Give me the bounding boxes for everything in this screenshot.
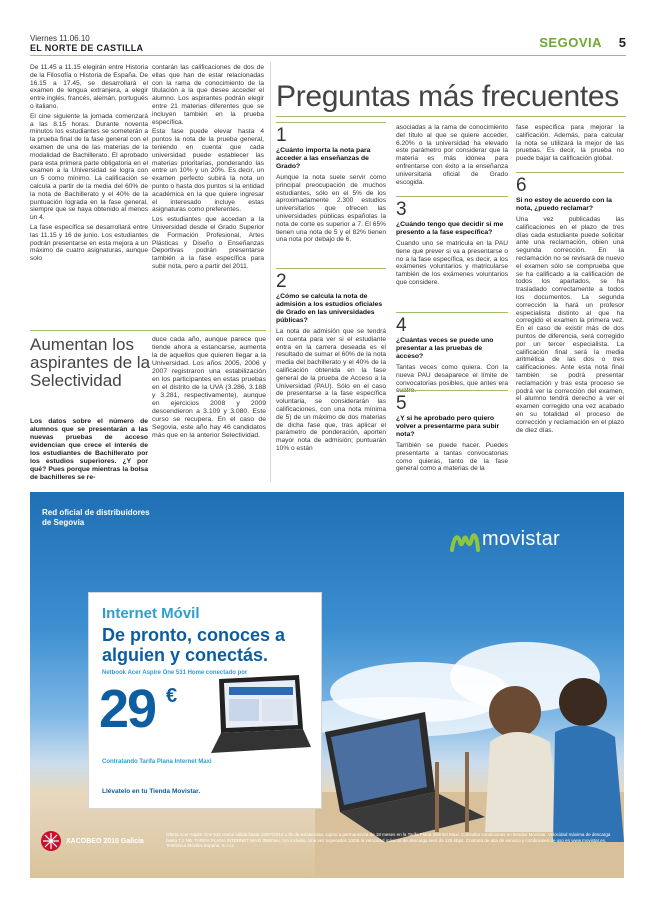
faq-question: Si no estoy de acuerdo con la nota, ¿puedo reclamar?: [516, 197, 612, 212]
faq-continuation: asociadas a la rama de conocimiento del título al que se quiere acceder, 6.20% o la universidad ha elevado este parámetro por considerar que la materia es más idónea para enfrentarse con éxito a la enseñanza universitaria oficial de Grado escogida.: [396, 124, 508, 186]
xacobeo-logo-icon: [40, 830, 62, 852]
movistar-logo-icon: [450, 530, 480, 552]
faq-rule: [396, 196, 508, 197]
offer-netbook: Netbook Acer Aspire One 531 Home conectado por: [102, 670, 248, 676]
issue-date: Viernes 11.06.10: [30, 34, 90, 43]
article-paragraph: Esta fase puede elevar hasta 4 puntos la nota de la prueba general, teniendo en cuenta que cada universidad puede establecer las materias prioritarias, ponderando las entre un 10% y un 20%. Es decir, un examen perfecto subirá la nota un punto o hasta dos puntos si la entidad académica en la que quiere ingresar el interesado incluye estas asignaturas como preferentes.: [152, 128, 264, 214]
faq-number: 6: [516, 175, 527, 196]
faq-question: ¿Cuántas veces se puede uno presentar a las pruebas de acceso?: [396, 337, 494, 360]
faq-number: 1: [276, 125, 287, 146]
faq-item-3: [396, 196, 508, 287]
ad-brand: movistar: [482, 528, 560, 550]
faq-item-4: [396, 312, 508, 395]
faq-question: ¿Cómo se calcula la nota de admisión a los estudios oficiales de Grado en las universidades públicas?: [276, 293, 383, 324]
offer-currency: €: [166, 685, 178, 707]
faq-number: 5: [396, 393, 407, 414]
faq-rule: [276, 122, 386, 123]
faq-rule: [396, 390, 508, 391]
faq-answer: También se puede hacer. Puedes presentarte a tantas convocatorias como quieras, tanto de la fase general como a materias de la: [396, 442, 508, 473]
sidebar-body: duce cada año, aunque parece que tiende ahora a estancarse, aumenta la de aquellos que quieren llegar a la Universidad. Los años 2005, 2006 y 2007 registraron una estabilización en los participantes en estas pruebas en el distrito de la UVA (3.286, 3.188 y 3.281, respectivamente), aunque en ejercicios 2008 y 2009 descendieron a 3.109 y 3.080. Este curso se recupera. En el caso de Segovia, este año hay 46 candidatos más que en la anterior Selectividad.: [152, 336, 266, 439]
offer-card: [88, 592, 322, 809]
faq-number: 4: [396, 315, 407, 336]
faq-answer: Una vez publicadas las calificaciones en el plazo de tres días cada estudiante puede solicitar ante una reclamación, obien una segunda corrección. En la reclamación no se revisará de nuevo el examen sólo se comprueba que se ha calificado a la calificación de todos los apartados, se ha trasladado correctamente a todos los documentos. La segunda corrección la hará un profesor especialista distinto al que ha corregido el examen la primera vez. En el caso de existir más de dos puntos de diferencia, será corregido por un tercer especialista. La calificación final será la media aritmética de las dos o tres calificaciones. Ante esta nota final también se podrá presentar reclamación y tras esta proceso se podrá ver la corrección del examen, el alumno tendrá derecho a ver el examen corregido una vez acabado en su totalidad el proceso de corrección y reclamación en el plazo de diez días.: [516, 216, 624, 434]
faq-continuation: fase específica para mejorar la calificación. Además, para calcular la nota se utilizará la mejor de las pruebas. Es decir, la prueba no puede bajar la calificación global.: [516, 124, 624, 163]
faq-rule: [516, 172, 624, 173]
sidebar-rule: [30, 330, 266, 331]
offer-tagline: De pronto, conoces a alguien y conectás.: [102, 625, 286, 665]
faq-answer: Aunque la nota suele servir como principal preocupación de muchos estudiantes, sólo en el 5% de los aproximadamente 2.300 estudios universitarios que ofrecen las universidades públicas españolas la nota de corte es superior a 7. El 65% tienen una nota de 5 y el 82% tienen una nota por debajo de 6.: [276, 174, 386, 244]
article-paragraph: De 11.45 a 11.15 elegirán entre Historia de la Filosofía o Historia de España. De 16.15 a 17.45, se desarrollará el examen de lengua extranjera, a elegir entre inglés, francés, alemán, portugués o italiano.: [30, 64, 148, 110]
sidebar-lead: Los datos sobre el número de alumnos que se presentarán a las nuevas pruebas de acceso evidencian que crece el interés de los estudiantes de Bachillerato por los estudios superiores. ¿Y por qué? Pues porque mientras la bolsa de bachilleres se re-: [30, 418, 148, 481]
faq-item-1: [276, 122, 386, 244]
faq-item-2: [276, 268, 386, 453]
column-divider: [270, 62, 271, 482]
newspaper-name: EL NORTE DE CASTILLA: [30, 43, 144, 53]
article-paragraph: Los estudiantes que accedan a la Universidad desde el Grado Superior de Formación Profesional, Artes Plásticas y Diseño o Enseñanzas Deportivas podrán presentarse también a la fase específica para subir nota, pero a partir del 2011.: [152, 216, 264, 270]
faq-rule: [396, 312, 508, 313]
article-paragraph: El cine siguiente la jornada comenzará a las 8.15 horas. Durante noventa minutos los estudiantes se someterán a la prueba final de la fase general con el examen de una de las materias de la modalidad de Bachillerato. El aprobado para esta primera parte obligatoria en el examen a la Universidad se logra con un 5 como mínimo. La calificación se calcula a partir de la media del 60% de la nota de Bachillerato y el 40% de la puntuación lograda en la fase general, siempre que se haya obtenido al menos un 4.: [30, 112, 148, 222]
faq-rule: [276, 268, 386, 269]
article-paragraph: La fase específica se desarrollará entre las 11.15 y 16 de junio. Los estudiantes podrán presentarse en esta mejora a un máximo de cuatro asignaturas, aunque solo: [30, 223, 148, 263]
faq-question: ¿Cuánto importa la nota para acceder a las enseñanzas de Grado?: [276, 147, 371, 170]
faq-question: ¿Cuándo tengo que decidir si me presento a la fase específica?: [396, 221, 504, 236]
offer-headline: Internet Móvil: [102, 605, 200, 622]
page-number: 5: [618, 35, 626, 50]
faq-number: 2: [276, 271, 287, 292]
article-paragraph: contarán las calificaciones de dos de ellas que han de estar relacionadas con la rama de conocimiento de la titulación a la que desee acceder el alumno. Los aspirantes podrán elegir entre 21 materias diferentes que se incluyen también en la prueba específica.: [152, 64, 264, 126]
ad-distributor: Red oficial de distribuidores de Segovia: [42, 508, 150, 527]
offer-price: 29: [99, 679, 156, 739]
movistar-ad: [30, 492, 624, 878]
faq-answer: Cuando uno se matricula en la PAU tiene que prever si va a presentarse o no a la fase específica, es decir, a los exámenes voluntarios y matricularse también de los exámenes voluntarios que considere.: [396, 240, 508, 286]
faq-item-5: [396, 390, 508, 473]
faq-answer: La nota de admisión que se tendrá en cuenta para ver si el estudiante entra en la carrera deseada es el resultado de sumar el 60% de la nota media del bachillerato y el 40% de la calificación obtenida en la fase general de la prueba de Acceso a la Universidad (PAU). Sólo en el caso de presentarse a la fase específica voluntaria, se considerarán las calificaciones, con una nota mínima de 5) de un máximo de dos materias de dicha fase que, tras aplicar el parámetro de ponderación, aporten mayor nota de admisión; puntuarán 10% o están: [276, 328, 386, 452]
offer-store: Llévatelo en tu Tienda Movistar.: [102, 788, 201, 795]
article-column-1: [30, 64, 148, 265]
faq-item-6: [516, 172, 624, 434]
faq-answer: Tantas veces como quiera. Con la nueva PAU desaparece el límite de convocatorias posibles, que antes era: [396, 364, 508, 387]
sidebar-title: Aumentan los aspirantes de la Selectividad: [30, 335, 151, 390]
netbook-icon: [207, 675, 312, 755]
faq-title-rule: [276, 116, 626, 117]
xacobeo-label: XACOBEO 2010 Galicia: [66, 838, 144, 845]
ad-fine-print: Oferta Acer Aspire One 531 Home válida hasta 19/07/2010 o fin de existencias, sujeto a permanencia de 18 meses en la Tarifa Plana Internet Maxi. Consultar condiciones en tiendas Movistar. Velocidad máxima de descarga hasta 7,2 Mb. TARIFA PLANA INTERNET MAXI 39€/mes. IVA incluido. Una vez superados 10GB la velocidad máxima de descarga será de 128 kbps. Contrato de alta de servicio y condiciones de uso en www.movistar.es. Telefónica Móviles España, S.A.U.: [166, 832, 611, 848]
header-rule: [30, 55, 626, 56]
faq-title: Preguntas más frecuentes: [276, 80, 619, 113]
article-column-2: [152, 64, 264, 273]
faq-question: ¿Y si he aprobado pero quiero volver a presentarme para subir nota?: [396, 415, 500, 438]
faq-number: 3: [396, 199, 407, 220]
offer-tariff: Contratando Tarifa Plana Internet Maxi: [102, 759, 212, 765]
section-name: SEGOVIA: [539, 35, 602, 50]
